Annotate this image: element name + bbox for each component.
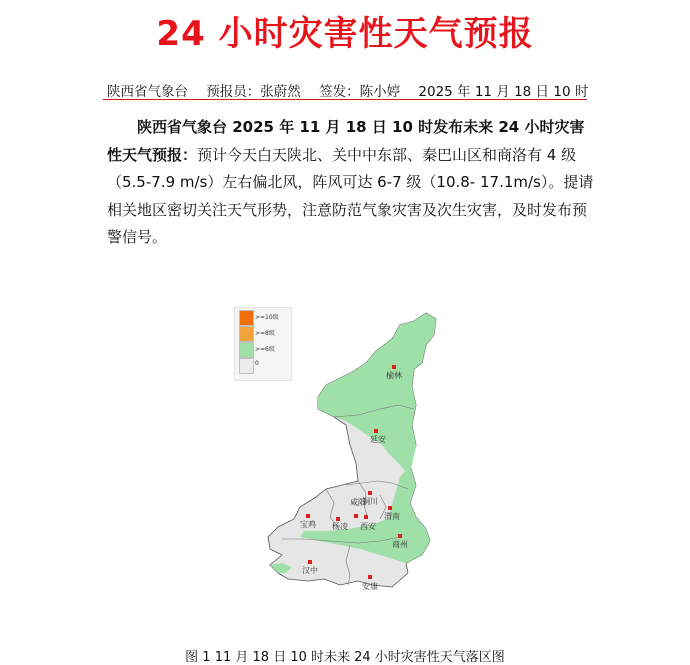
map-legend: >=10级 >=8级 >=6级 0 <box>234 307 292 381</box>
header-divider <box>103 99 587 100</box>
city-marker-xianyang <box>354 514 358 518</box>
city-marker-tongchuan <box>368 491 372 495</box>
issuer: 签发：陈小婷 <box>319 84 401 100</box>
forecaster: 预报员：张蔚然 <box>206 84 301 100</box>
city-label-tongchuan: 铜川 <box>362 497 378 506</box>
city-marker-shangluo <box>398 534 402 538</box>
city-label-hanzhong: 汉中 <box>302 566 318 575</box>
agency-name: 陕西省气象台 <box>107 84 188 100</box>
city-label-yulin: 榆林 <box>386 371 402 380</box>
city-label-ankang: 安康 <box>362 582 378 590</box>
city-label-weinan: 渭南 <box>384 512 400 521</box>
city-label-yanan: 延安 <box>370 435 386 444</box>
city-label-shangluo: 商州 <box>392 540 408 549</box>
page-title: 24 小时灾害性天气预报 <box>156 14 534 54</box>
issue-datetime: 2025 年 11 月 18 日 10 时 <box>418 84 589 100</box>
issue-meta <box>107 80 589 100</box>
city-marker-ankang <box>368 575 372 579</box>
city-marker-yulin <box>392 365 396 369</box>
city-marker-weinan <box>388 506 392 510</box>
forecast-lead: 陕西省气象台 2025 年 11 月 18 日 10 时发布未来 24 小时灾害性天气预报： <box>107 118 585 164</box>
forecast-text: 预计今天白天陕北、关中中东部、秦巴山区和商洛有 4 级（5.5-7.9 m/s）左右偏北风，阵风可达 6-7 级（10.8- 17.1m/s）。提请相关地区密切关注天气形势，注意防范气象灾害及次生灾害，及时发布预警信号。 <box>107 145 594 246</box>
city-marker-hanzhong <box>308 560 312 564</box>
figure-caption: 图 1 11 月 18 日 10 时未来 24 小时灾害性天气落区图 <box>185 650 505 665</box>
city-marker-yanan <box>374 429 378 433</box>
city-label-baoji: 宝鸡 <box>300 520 316 529</box>
city-marker-yangling <box>336 517 340 521</box>
city-label-yangling: 杨凌 <box>332 522 348 531</box>
city-label-xian: 西安 <box>360 522 376 531</box>
city-marker-xian <box>364 515 368 519</box>
forecast-paragraph <box>107 114 597 252</box>
city-marker-baoji <box>306 514 310 518</box>
city-label-xianyang: 咸阳 <box>350 498 366 507</box>
